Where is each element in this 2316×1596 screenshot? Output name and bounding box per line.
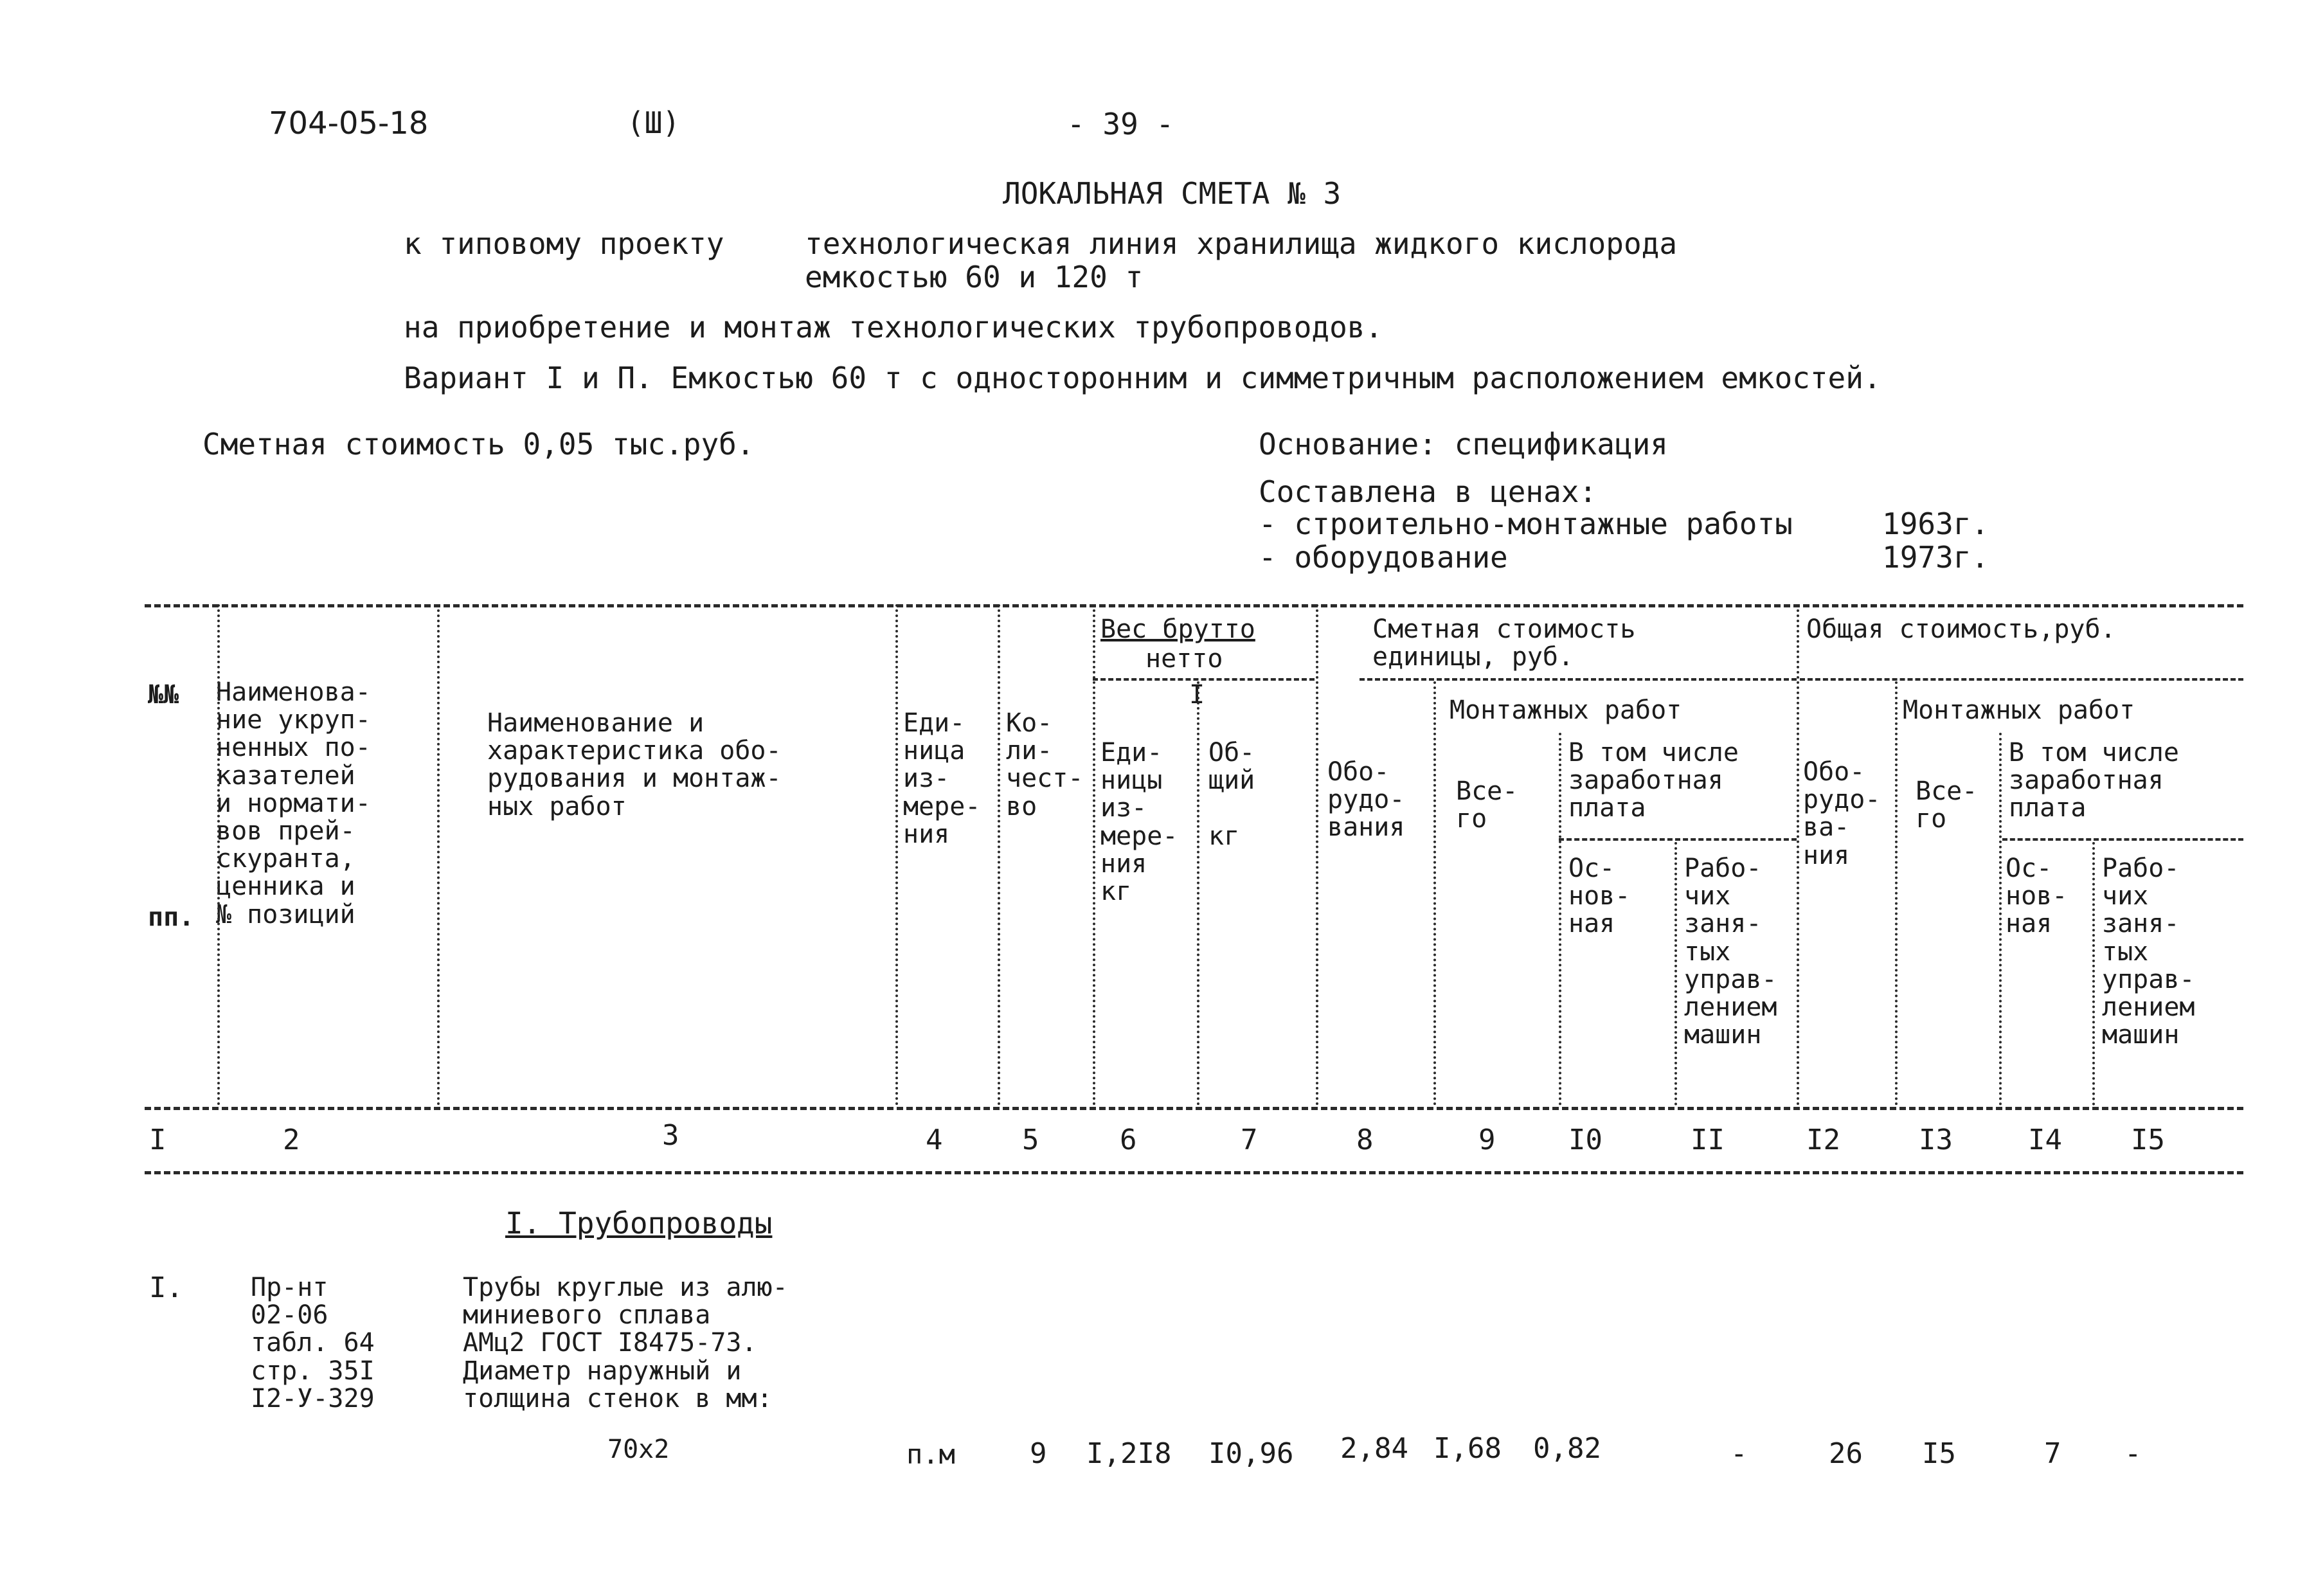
header-col-12-equipment-total: Обо- рудо- ва- ния: [1803, 757, 1881, 870]
header-weight-fraction: I: [1189, 680, 1205, 710]
page-number: - 39 -: [1067, 107, 1174, 141]
column-number: I3: [1919, 1124, 1953, 1156]
document-title: ЛОКАЛЬНАЯ СМЕТА № 3: [1003, 176, 1342, 211]
estimate-basis: Основание: спецификация: [1259, 427, 1668, 462]
column-number: II: [1691, 1124, 1725, 1156]
column-separator: [1999, 733, 2002, 1106]
column-separator: [2092, 842, 2095, 1106]
column-number: 9: [1478, 1124, 1496, 1156]
column-separator: [895, 604, 898, 1106]
header-col-7-weight-total: Об- щий кг: [1208, 738, 1255, 851]
cell-mount-unit-cost: I,68: [1433, 1432, 1502, 1465]
cell-base-wage-total: 7: [2044, 1437, 2061, 1470]
column-separator: [1895, 681, 1898, 1106]
column-number: I: [149, 1124, 166, 1156]
row-reference: Пр-нт 02-06 табл. 64 стр. 35I I2-У-329: [251, 1273, 375, 1413]
header-weight-group: Вес брутто: [1100, 614, 1255, 644]
column-number: 4: [926, 1124, 943, 1156]
cell-weight-unit: I,2I8: [1086, 1437, 1172, 1470]
cell-quantity: 9: [1030, 1437, 1047, 1470]
column-number: I4: [2028, 1124, 2062, 1156]
column-number: 5: [1022, 1124, 1039, 1156]
header-mount-group-a: Монтажных работ: [1450, 695, 1682, 725]
column-separator: [1316, 604, 1318, 1106]
unit-cost-group-rule: [1360, 678, 1797, 681]
cell-weight-total: I0,96: [1208, 1437, 1294, 1470]
column-number: 7: [1241, 1124, 1258, 1156]
header-incl-group-b: В том числе заработная плата: [2009, 738, 2179, 823]
header-col-4-unit: Еди- ница из- мере- ния: [903, 708, 981, 849]
project-prefix: к типовому проекту: [404, 226, 724, 261]
cell-base-wage-unit: 0,82: [1533, 1432, 1601, 1465]
column-separator: [217, 604, 220, 1106]
cell-machine-wage-unit: -: [1730, 1437, 1748, 1470]
header-unit-cost-group: Сметная стоимость единицы, руб.: [1372, 614, 1636, 672]
row-size: 70х2: [607, 1435, 670, 1464]
row-description: Трубы круглые из алю- миниевого сплава АМц2 ГОСТ I8475-73. Диаметр наружный и толщина стенок в мм:: [463, 1273, 788, 1413]
price-item-label: - строительно-монтажные работы: [1259, 507, 1793, 541]
cell-machine-wage-total: -: [2124, 1437, 2142, 1470]
header-col-3-description: Наименование и характеристика обо- рудования и монтаж- ных работ: [487, 708, 782, 821]
header-col-11-machine-wage: Рабо- чих заня- тых управ- лением машин: [1684, 854, 1777, 1050]
cell-equipment-total: 26: [1829, 1437, 1863, 1470]
column-separator: [1797, 604, 1799, 1106]
header-col-10-base-wage: Ос- нов- ная: [1568, 854, 1631, 939]
header-col-2-reference: Наименова- ние укруп- ненных по- казателей и нормати- вов прей- скуранта, ценника и № позиций: [216, 677, 371, 929]
header-col-14-base-wage-total: Ос- нов- ная: [2006, 854, 2068, 939]
header-col-15-machine-wage-total: Рабо- чих заня- тых управ- лением машин: [2102, 854, 2195, 1050]
column-separator: [1559, 733, 1561, 1106]
column-number: I0: [1568, 1124, 1602, 1156]
project-title-line1: технологическая линия хранилища жидкого кислорода: [805, 226, 1678, 261]
column-number: 2: [283, 1124, 300, 1156]
price-item-year: 1963г.: [1882, 507, 1989, 541]
incl-group-a-rule: [1559, 838, 1797, 841]
estimate-variant: Вариант I и П. Емкостью 60 т с односторонним и симметричным расположением емкостей.: [404, 361, 1881, 395]
header-total-group: Общая стоимость,руб.: [1806, 614, 2116, 644]
table-top-rule: [145, 604, 2243, 607]
column-separator: [1674, 842, 1677, 1106]
header-col-9-mount-total: Все- го: [1456, 776, 1518, 834]
volume-mark: (Ш): [627, 105, 681, 140]
cell-unit: п.м: [906, 1439, 955, 1470]
column-separator: [1433, 681, 1436, 1106]
column-separator: [1197, 681, 1199, 1106]
header-col-13-mount-total: Все- го: [1916, 776, 1978, 834]
column-numbers-bottom-rule: [145, 1171, 2243, 1174]
column-number: 6: [1120, 1124, 1137, 1156]
estimated-cost: Сметная стоимость 0,05 тыс.руб.: [202, 427, 755, 462]
header-col-5-quantity: Ко- ли- чест- во: [1006, 708, 1084, 821]
section-title: I. Трубопроводы: [505, 1206, 773, 1241]
column-number: I5: [2131, 1124, 2165, 1156]
column-number: 8: [1356, 1124, 1374, 1156]
row-number: I.: [149, 1271, 183, 1304]
header-incl-group-a: В том числе заработная плата: [1568, 738, 1739, 823]
price-item-label: - оборудование: [1259, 540, 1508, 575]
price-item-year: 1973г.: [1882, 540, 1989, 575]
column-separator: [998, 604, 1000, 1106]
prices-header: Составлена в ценах:: [1259, 474, 1597, 509]
header-col-8-equipment: Обо- рудо- вания: [1327, 757, 1405, 843]
project-title-line2: емкостью 60 и 120 т: [805, 260, 1144, 294]
estimate-purpose: на приобретение и монтаж технологических трубопроводов.: [404, 310, 1383, 345]
header-col-1-number: №№ пп.: [148, 680, 195, 932]
incl-group-b-rule: [2002, 838, 2243, 841]
header-mount-group-b: Монтажных работ: [1903, 695, 2135, 725]
column-separator: [1093, 604, 1095, 1106]
cell-mount-total: I5: [1922, 1437, 1956, 1470]
header-col-6-weight-unit: Еди- ницы из- мере- ния кг: [1100, 738, 1178, 906]
document-code: 704-05-18: [269, 105, 429, 141]
total-group-rule: [1800, 678, 2243, 681]
column-separator: [437, 604, 440, 1106]
header-weight-net: нетто: [1145, 644, 1223, 674]
header-bottom-rule: [145, 1107, 2243, 1110]
weight-group-rule: [1093, 678, 1315, 681]
column-number: I2: [1806, 1124, 1840, 1156]
column-number: 3: [662, 1119, 679, 1152]
cell-equipment-unit-cost: 2,84: [1340, 1432, 1408, 1465]
